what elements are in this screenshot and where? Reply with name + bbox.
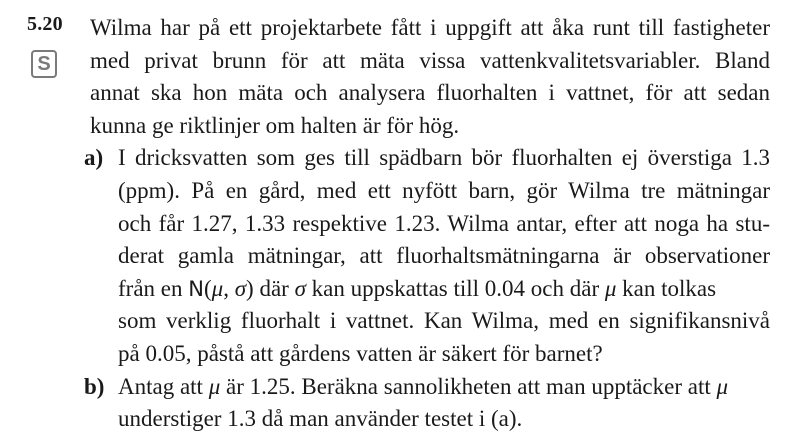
part-b-line: understiger 1.3 då man använder testet i (a). xyxy=(118,406,523,432)
part-a-line: I dricksvatten som ges till spädbarn bör fluorhalten ej överstiga 1.3 xyxy=(118,145,770,171)
badge-letter: S xyxy=(37,53,51,75)
problem-text xyxy=(84,12,770,436)
part-a-line-distribution xyxy=(90,273,770,306)
part-a-line: som verklig fluorhalt i vattnet. Kan Wilma, med en signifikansnivå xyxy=(118,308,770,334)
intro-line: med privat brunn för att mäta vissa vattenkvalitetsvariabler. Bland xyxy=(90,47,770,73)
mu-symbol: μ xyxy=(604,275,617,301)
paren-close: ) xyxy=(246,275,254,301)
text-fragment: Antag att xyxy=(118,373,209,399)
text-fragment: från en xyxy=(118,275,189,301)
comma: , xyxy=(223,275,235,301)
part-a-line: på 0.05, påstå att gårdens vatten är säkert för barnet? xyxy=(118,340,603,366)
mu-symbol: μ xyxy=(211,275,224,301)
part-b-first-line xyxy=(84,371,770,404)
text-fragment: kan tolkas xyxy=(616,275,717,301)
normal-dist-symbol: N xyxy=(188,276,204,301)
part-a-line: (ppm). På en gård, med ett nyfött barn, gör Wilma tre mätningar xyxy=(118,177,770,203)
mu-symbol: μ xyxy=(716,373,729,399)
intro-line: kunna ge riktlinjer om halten är för hög. xyxy=(90,112,460,138)
paren-open: ( xyxy=(203,275,212,301)
text-fragment: är 1.25. Beräkna sannolikheten att man upptäcker att xyxy=(220,373,717,399)
sigma-symbol: σ xyxy=(294,275,306,301)
part-b-line xyxy=(118,371,770,404)
mu-symbol: μ xyxy=(208,373,221,399)
part-a-label: a) xyxy=(84,145,104,171)
part-a-line: och får 1.27, 1.33 respektive 1.23. Wilma antar, efter att noga ha stu- xyxy=(118,210,770,236)
s-badge-icon xyxy=(31,50,57,78)
problem-number: 5.20 xyxy=(27,13,63,35)
text-fragment: där xyxy=(253,275,295,301)
part-a-line: derat gamla mätningar, att fluorhaltsmätningarna är observationer xyxy=(118,243,770,269)
part-a-first-line xyxy=(84,142,770,175)
part-b-label: b) xyxy=(84,373,105,399)
text-fragment: kan uppskattas till 0.04 och där xyxy=(305,275,605,301)
intro-line: annat ska hon mäta och analysera fluorhalten i vattnet, för att sedan xyxy=(90,80,770,106)
sigma-symbol: σ xyxy=(234,275,247,301)
intro-line: Wilma har på ett projektarbete fått i uppgift att åka runt till fastigheter xyxy=(90,15,770,40)
